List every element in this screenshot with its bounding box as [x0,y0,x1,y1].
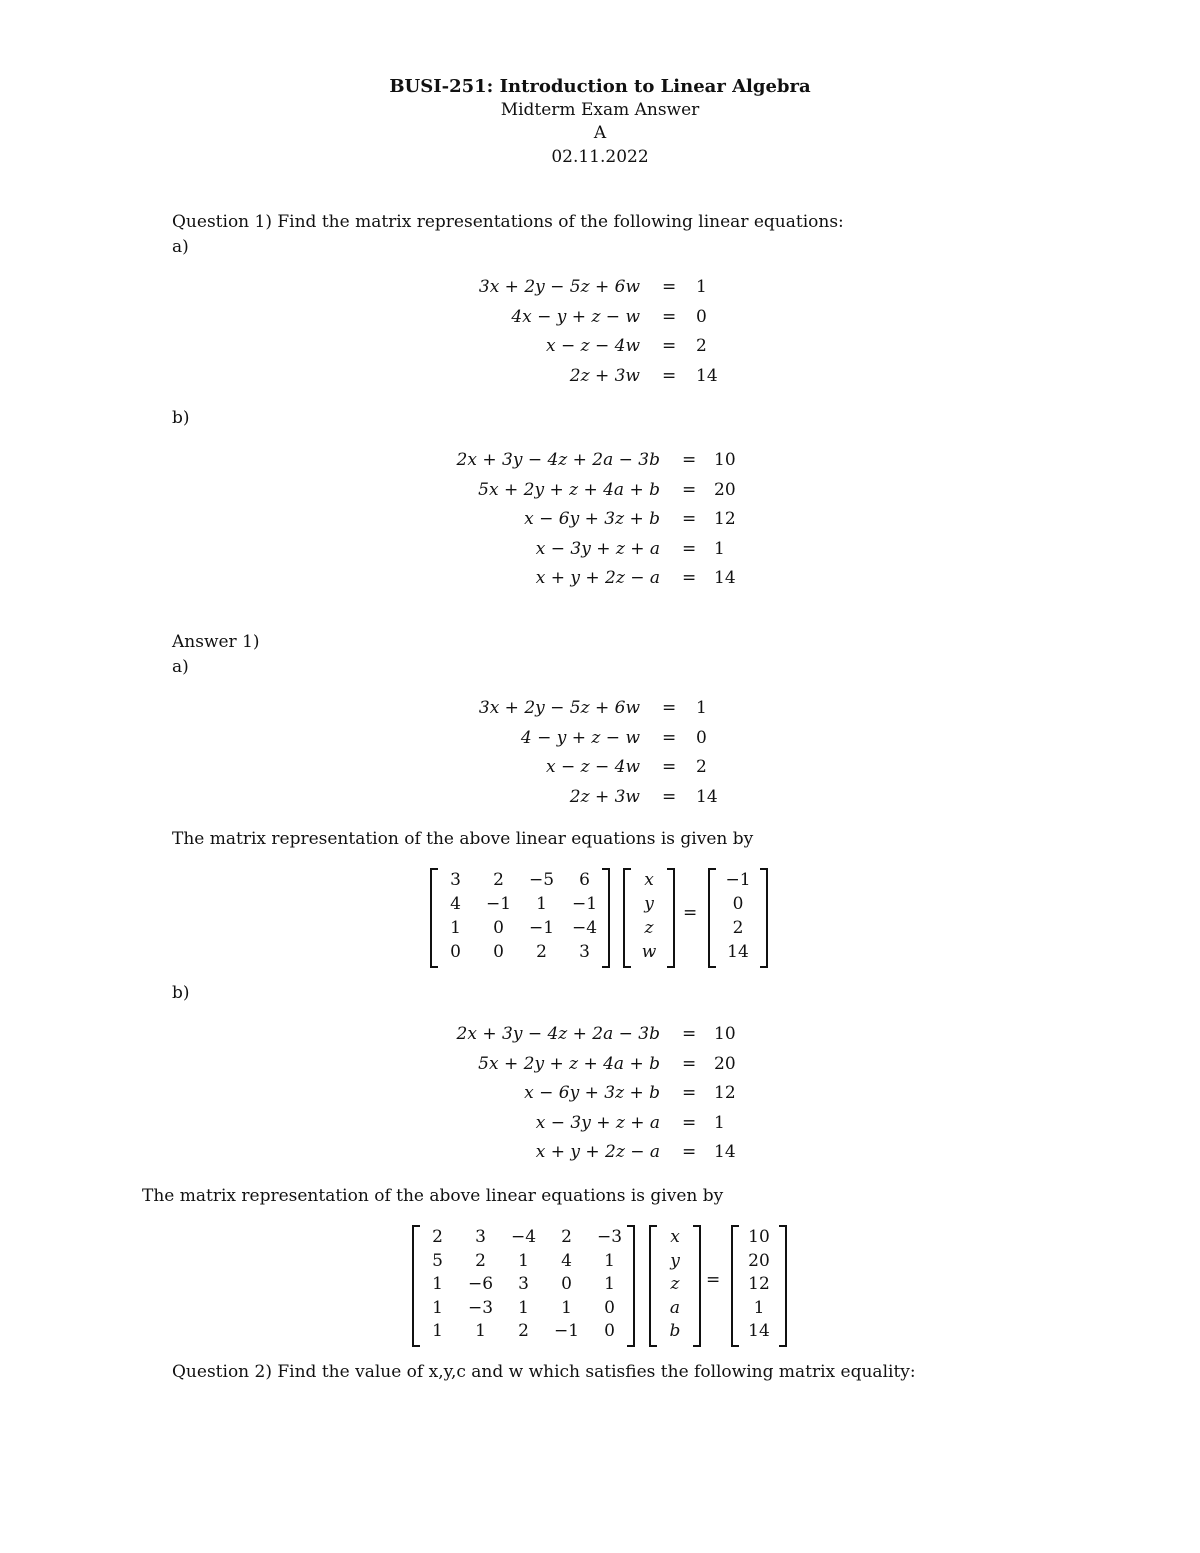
equation-rhs: 14 [714,568,736,588]
matrix-cell: 0 [450,942,461,962]
equals-sign: = [662,757,677,777]
equation-lhs: 2x + 3y − 4z + 2a − 3b [456,1024,660,1044]
matrix-cell: 14 [748,1321,770,1341]
equation-rhs: 10 [714,450,736,470]
matrix-cell: −3 [596,1227,623,1247]
equation-rhs: 1 [696,698,707,718]
equation-rhs: 0 [696,727,707,748]
matrix-cell: 20 [748,1250,770,1271]
matrix-cell: y [644,894,654,914]
a1-text-b: The matrix representation of the above linear equations is given by [142,1186,724,1206]
matrix-cell: 3 [518,1274,529,1294]
a1-part-b-label: b) [172,983,190,1003]
matrix-cell: y [670,1250,680,1271]
matrix-cell: b [669,1321,681,1341]
matrix-cell: −6 [467,1274,494,1294]
equation-rhs: 12 [714,1083,736,1103]
q1-part-b-label: b) [172,408,190,428]
a1-part-a-label: a) [172,657,189,677]
matrix-cell: 3 [579,942,590,962]
matrix-cell: 3 [475,1227,486,1247]
matrix-cell: 2 [561,1227,572,1247]
matrix-cell: −1 [553,1321,580,1341]
matrix-cell: 3 [450,870,461,890]
equation-lhs: 2x + 3y − 4z + 2a − 3b [456,450,660,470]
matrix-cell: 1 [432,1297,443,1318]
matrix-cell: x [644,870,654,890]
matrix-cell: 2 [432,1227,443,1247]
coefficient-matrix-b [412,1225,635,1347]
exam-date: 02.11.2022 [551,147,649,167]
matrix-cell: 1 [432,1321,443,1341]
equation-rhs: 12 [714,509,736,529]
equation-lhs: x − 6y + 3z + b [524,509,660,529]
matrix-cell: −4 [571,918,598,938]
matrix-cell: 1 [518,1250,529,1271]
q1-part-a-label: a) [172,237,189,257]
matrix-cell: 2 [732,918,744,938]
matrix-cell: 6 [579,870,590,890]
question-1-prompt: Question 1) Find the matrix representations of the following linear equations: [172,212,844,232]
exam-version: A [593,123,607,143]
equation-lhs: 4x − y + z − w [511,306,640,327]
equation-lhs: x − 3y + z + a [535,1112,660,1133]
matrix-cell: 0 [493,918,504,938]
equation-rhs: 2 [696,336,707,356]
equals-sign: = [682,1112,697,1133]
equals-sign: = [682,1053,697,1074]
matrix-cell: 0 [493,942,504,962]
matrix-cell: 1 [475,1321,486,1341]
matrix-cell: −4 [510,1227,537,1247]
equation-rhs: 14 [696,786,718,807]
constant-vector-a [708,868,768,968]
equation-rhs: 20 [714,1053,736,1074]
equals-sign: = [662,786,677,807]
matrix-cell: −1 [725,870,751,890]
equation-lhs: x + y + 2z − a [535,1142,660,1162]
exam-subtitle: Midterm Exam Answer [500,100,700,120]
equals-sign: = [682,509,697,529]
equation-lhs: x + y + 2z − a [535,568,660,588]
equation-lhs: 2z + 3w [569,786,640,807]
matrix-cell: −5 [528,870,555,890]
equation-lhs: 2z + 3w [569,365,640,386]
matrix-cell: 2 [518,1321,529,1341]
equals-sign: = [682,1083,697,1103]
matrix-cell: 2 [536,942,547,962]
equals-sign: = [662,306,677,327]
constant-vector-b [731,1225,787,1347]
equation-rhs: 14 [696,365,718,386]
equation-rhs: 2 [696,757,707,777]
matrix-cell: 1 [604,1250,615,1271]
matrix-cell: −3 [467,1297,494,1318]
variable-vector-b [649,1225,701,1347]
equals-sign: = [682,1142,697,1162]
equals-sign: = [662,277,677,297]
course-title: BUSI-251: Introduction to Linear Algebra [389,76,811,97]
matrix-cell: 4 [450,894,461,914]
question-2-prompt: Question 2) Find the value of x,y,c and w which satisfies the following matrix equality: [172,1362,916,1382]
matrix-cell: z [644,918,654,938]
equation-lhs: x − 6y + 3z + b [524,1083,660,1103]
a1-text-a: The matrix representation of the above linear equations is given by [172,829,754,849]
matrix-cell: 14 [727,942,749,962]
equation-rhs: 1 [696,277,707,297]
equation-rhs: 20 [714,479,736,500]
answer-1-heading: Answer 1) [172,632,260,652]
coefficient-matrix-a [430,868,610,968]
variable-vector-a [623,868,675,968]
equation-lhs: x − 3y + z + a [535,538,660,559]
matrix-cell: 0 [732,894,744,914]
equation-lhs: x − z − 4w [545,757,640,777]
matrix-cell: 1 [753,1297,765,1318]
matrix-cell: 1 [450,918,461,938]
matrix-cell: 0 [604,1297,615,1318]
equals-sign: = [662,727,677,748]
matrix-cell: 1 [536,894,547,914]
matrix-cell: 10 [748,1227,770,1247]
matrix-cell: 5 [432,1250,443,1271]
matrix-equals-sign: = [706,1270,721,1290]
equals-sign: = [662,698,677,718]
matrix-cell: 2 [493,870,504,890]
matrix-cell: x [670,1227,680,1247]
equals-sign: = [682,568,697,588]
equals-sign: = [682,450,697,470]
matrix-cell: 1 [561,1297,572,1318]
matrix-cell: 1 [518,1297,529,1318]
matrix-cell: 2 [475,1250,486,1271]
matrix-cell: −1 [571,894,598,914]
equation-rhs: 1 [714,538,725,559]
equation-lhs: 5x + 2y + z + 4a + b [478,1053,660,1074]
equals-sign: = [682,479,697,500]
matrix-cell: 4 [561,1250,572,1271]
equation-rhs: 0 [696,306,707,327]
equation-lhs: 3x + 2y − 5z + 6w [478,277,640,297]
equation-lhs: 5x + 2y + z + 4a + b [478,479,660,500]
equals-sign: = [682,1024,697,1044]
equation-rhs: 1 [714,1112,725,1133]
matrix-cell: z [670,1274,680,1294]
equals-sign: = [682,538,697,559]
matrix-equals-sign: = [683,903,698,923]
equation-rhs: 10 [714,1024,736,1044]
matrix-cell: −1 [485,894,512,914]
equation-lhs: 4 − y + z − w [520,727,640,748]
matrix-cell: 0 [561,1274,572,1294]
equals-sign: = [662,336,677,356]
matrix-cell: 0 [604,1321,615,1341]
equation-lhs: x − z − 4w [545,336,640,356]
matrix-cell: 1 [432,1274,443,1294]
matrix-cell: −1 [528,918,555,938]
matrix-cell: 1 [604,1274,615,1294]
equation-rhs: 14 [714,1142,736,1162]
equals-sign: = [662,365,677,386]
matrix-cell: a [669,1297,681,1318]
equation-lhs: 3x + 2y − 5z + 6w [478,698,640,718]
matrix-cell: 12 [748,1274,770,1294]
matrix-cell: w [641,942,657,962]
